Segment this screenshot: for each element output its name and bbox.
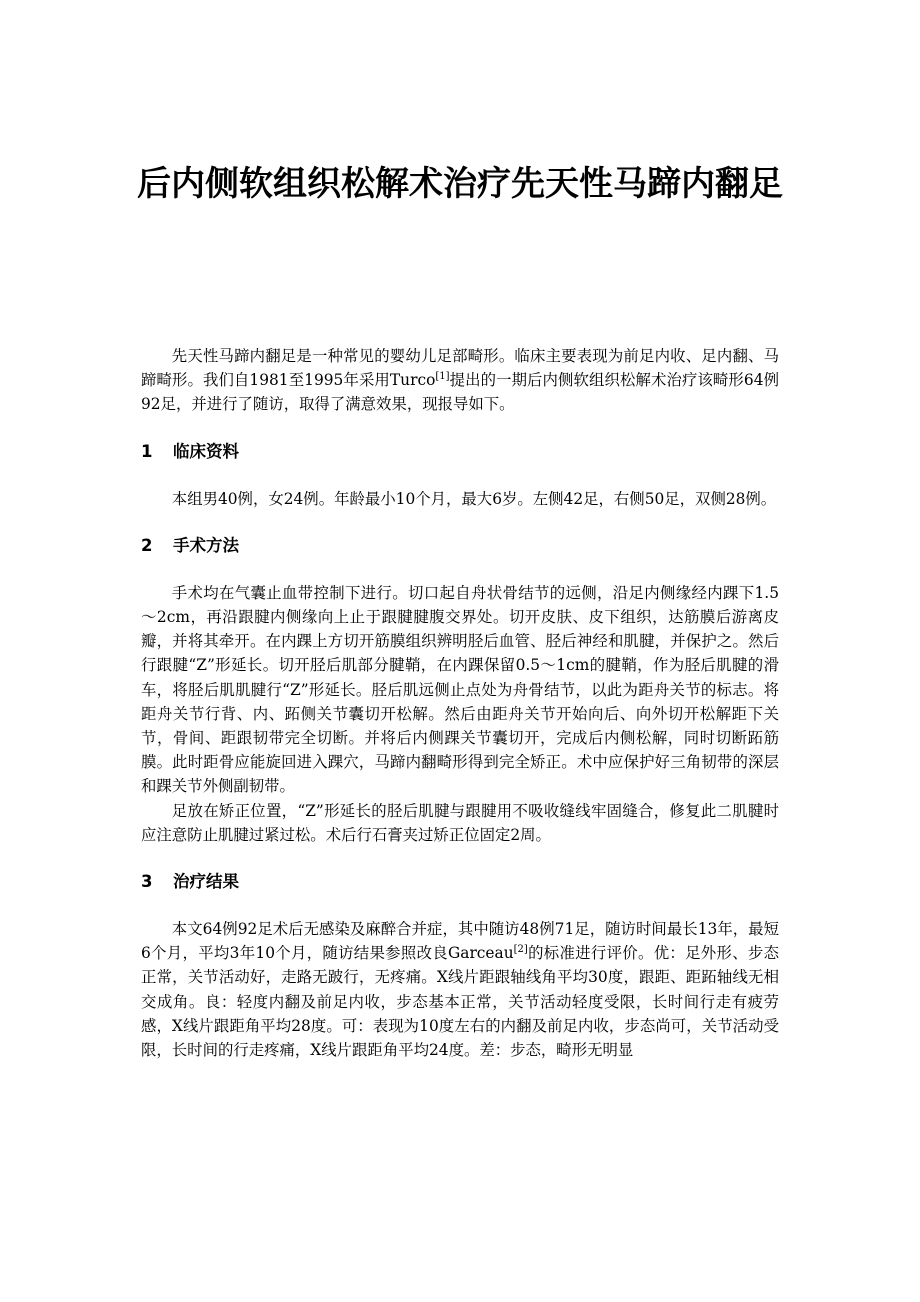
surgical-method-paragraph-2: 足放在矫正位置，“Z”形延长的胫后肌腱与跟腱用不吸收缝线牢固缝合，修复此二肌腱时应注意防止肌腱过紧过松。术后行石膏夹过矫正位固定2周。: [141, 801, 779, 844]
section-title: 临床资料: [173, 441, 239, 461]
section-heading-surgical-method: [141, 534, 779, 558]
intro-text-b: 提出的一期后内侧软组织松解术治疗该畸形64例92足，并进行了随访，取得了满意效果，现报导如下。: [141, 371, 779, 414]
section-number: 3: [141, 872, 153, 892]
section-heading-clinical-data: [141, 440, 779, 464]
intro-paragraph: [141, 344, 779, 417]
section-title: 治疗结果: [173, 872, 239, 892]
results-text-a: 本文64例92足术后无感染及麻醉合并症，其中随访48例71足，随访时间最长13年，最短6个月，平均3年10个月，随访结果参照改良Garceau: [141, 920, 779, 963]
citation-ref-2: [2]: [513, 944, 528, 956]
document-body: [141, 344, 779, 1062]
citation-ref-1: [1]: [435, 371, 450, 383]
treatment-results-paragraph: [141, 917, 779, 1062]
section-number: 1: [141, 441, 153, 461]
surgical-method-paragraph-1: 手术均在气囊止血带控制下进行。切口起自舟状骨结节的远侧，沿足内侧缘经内踝下1.5～2cm，再沿跟腱内侧缘向上止于跟腱腱腹交界处。切开皮肤、皮下组织，达筋膜后游离皮瓣，并将其牵开。在内踝上方切开筋膜组织辨明胫后血管、胫后神经和肌腱，并保护之。然后行跟腱“Z”形延长。切开胫后肌部分腱鞘，在内踝保留0.5～1cm的腱鞘，作为胫后肌腱的滑车，将胫后肌肌腱行“Z”形延长。胫后肌远侧止点处为舟骨结节，以此为距舟关节的标志。将距舟关节行背、内、跖侧关节囊切开松解。然后由距舟关节开始向后、向外切开松解距下关节，骨间、距跟韧带完全切断。并将后内侧踝关节囊切开，完成后内侧松解，同时切断跖筋膜。此时距骨应能旋回进入踝穴，马蹄内翻畸形得到完全矫正。术中应保护好三角韧带的深层和踝关节外侧副韧带。: [141, 583, 779, 796]
section-number: 2: [141, 535, 153, 555]
section-title: 手术方法: [173, 535, 239, 555]
document-title: 后内侧软组织松解术治疗先天性马蹄内翻足: [137, 164, 783, 204]
intro-text-a: 先天性马蹄内翻足是一种常见的婴幼儿足部畸形。临床主要表现为前足内收、足内翻、马蹄畸形。我们自1981至1995年采用Turco: [141, 347, 779, 390]
clinical-data-paragraph: 本组男40例，女24例。年龄最小10个月，最大6岁。左侧42足，右侧50足，双侧28例。: [171, 489, 777, 508]
section-heading-treatment-results: [141, 870, 779, 894]
results-text-b: 的标准进行评价。优：足外形、步态正常，关节活动好，走路无跛行，无疼痛。X线片距跟轴线角平均30度，跟距、距跖轴线无相交成角。良：轻度内翻及前足内收，步态基本正常，关节活动轻度受限，长时间行走有疲劳感，X线片跟距角平均28度。可：表现为10度左右的内翻及前足内收，步态尚可，关节活动受限，长时间的行走疼痛，X线片跟距角平均24度。差：步态，畸形无明显: [141, 944, 779, 1060]
